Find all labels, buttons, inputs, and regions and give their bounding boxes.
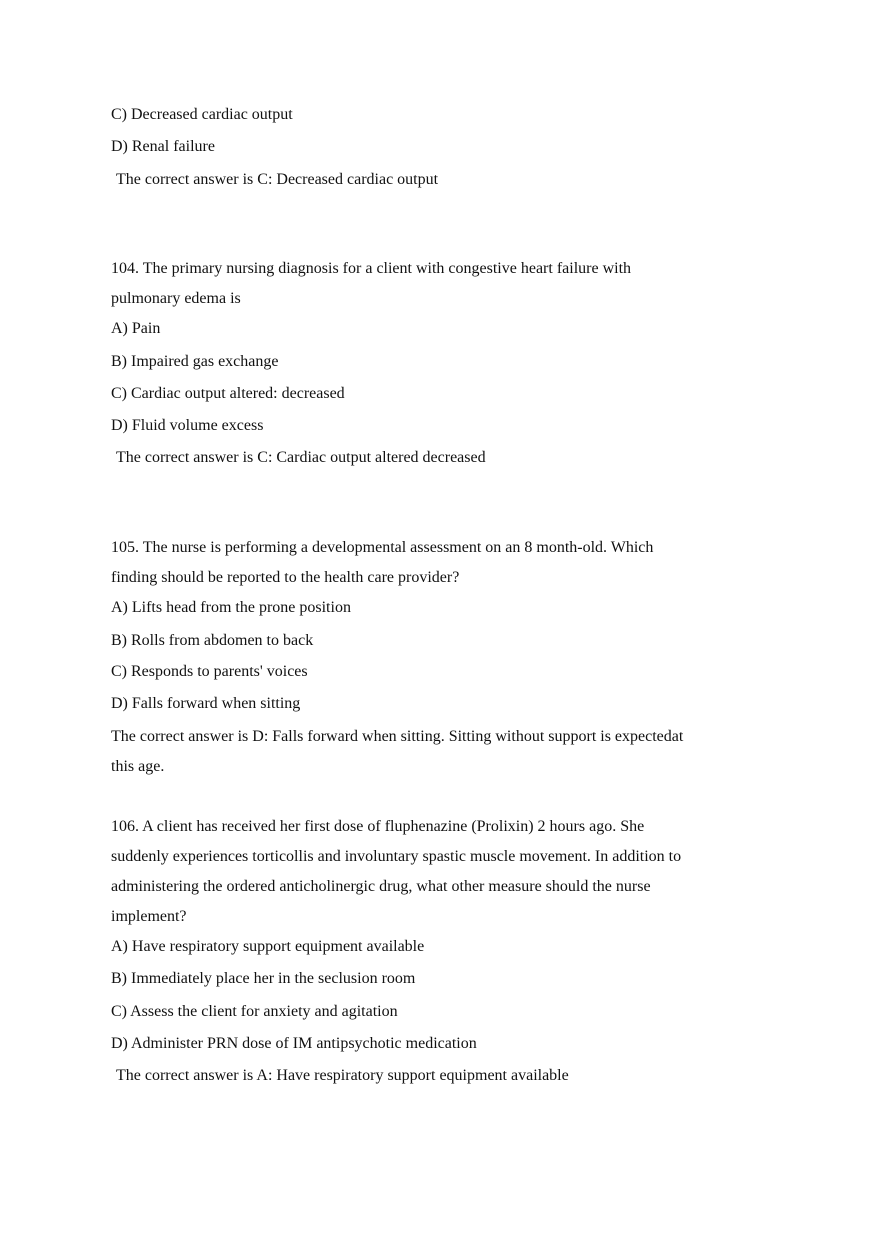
q106-option-a: A) Have respiratory support equipment available	[111, 938, 425, 955]
q104-stem-line-2: pulmonary edema is	[111, 290, 241, 307]
q104-stem-line-1: 104. The primary nursing diagnosis for a client with congestive heart failure with	[111, 260, 632, 277]
q105-option-b: B) Rolls from abdomen to back	[111, 632, 314, 649]
prev-option-c: C) Decreased cardiac output	[111, 106, 293, 123]
q106-answer: The correct answer is A: Have respiratory support equipment available	[116, 1067, 569, 1084]
q106-stem-line-1: 106. A client has received her first dose of fluphenazine (Prolixin) 2 hours ago. She	[111, 818, 645, 835]
q105-answer-line-2: this age.	[111, 758, 165, 775]
q104-option-d: D) Fluid volume excess	[111, 417, 264, 434]
q105-option-a: A) Lifts head from the prone position	[111, 599, 351, 616]
q106-stem-line-2: suddenly experiences torticollis and involuntary spastic muscle movement. In addition to	[111, 848, 682, 865]
q104-option-c: C) Cardiac output altered: decreased	[111, 385, 345, 402]
q105-option-d: D) Falls forward when sitting	[111, 695, 301, 712]
q106-stem-line-3: administering the ordered anticholinergic drug, what other measure should the nurse	[111, 878, 651, 895]
q106-option-c: C) Assess the client for anxiety and agitation	[111, 1003, 398, 1020]
prev-option-d: D) Renal failure	[111, 138, 215, 155]
q106-stem-line-4: implement?	[111, 908, 187, 925]
q104-option-a: A) Pain	[111, 320, 161, 337]
q105-stem-line-2: finding should be reported to the health care provider?	[111, 569, 460, 586]
q106-option-b: B) Immediately place her in the seclusion room	[111, 970, 416, 987]
q106-option-d: D) Administer PRN dose of IM antipsychotic medication	[111, 1035, 477, 1052]
q105-option-c: C) Responds to parents' voices	[111, 663, 308, 680]
q105-stem-line-1: 105. The nurse is performing a developmental assessment on an 8 month-old. Which	[111, 539, 654, 556]
q104-answer: The correct answer is C: Cardiac output altered decreased	[116, 449, 486, 466]
q104-option-b: B) Impaired gas exchange	[111, 353, 279, 370]
q105-answer-line-1: The correct answer is D: Falls forward when sitting. Sitting without support is expectedat	[111, 728, 684, 745]
prev-answer: The correct answer is C: Decreased cardiac output	[116, 171, 439, 188]
